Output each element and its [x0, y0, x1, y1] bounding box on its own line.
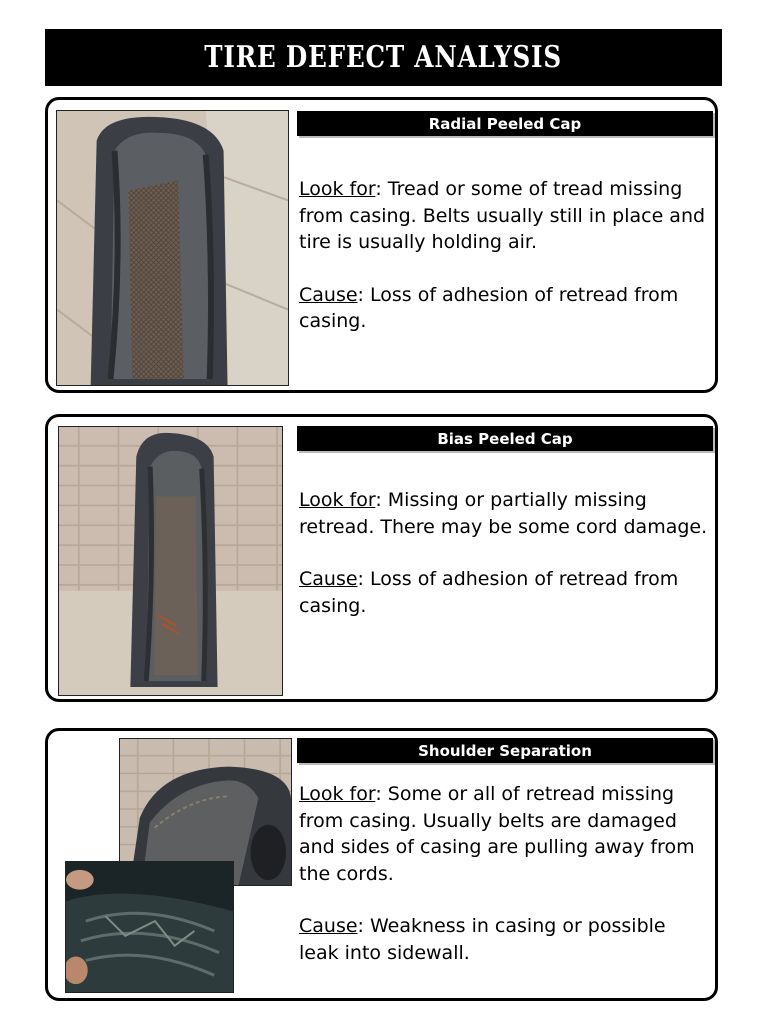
look-for-label: Look for — [299, 489, 376, 511]
look-for-text: : Tread or some of tread missing from casing. Belts usually still in place and tire is usually holding air. — [299, 178, 706, 253]
cause-label: Cause — [299, 283, 358, 306]
radial-peeled-cap-photo — [56, 110, 289, 386]
shoulder-separation-photo-closeup — [65, 861, 234, 993]
shoulder-separation-description — [299, 781, 709, 966]
cause-text: : Weakness in casing or possible leak into sidewall. — [299, 915, 666, 964]
defect-card-bias-peeled-cap — [45, 414, 718, 702]
look-for-paragraph — [299, 487, 709, 540]
shoulder-separation-heading: Shoulder Separation — [297, 738, 713, 763]
cause-label: Cause — [299, 568, 358, 590]
cause-text: : Loss of adhesion of retread from casing. — [299, 568, 679, 617]
look-for-text: : Missing or partially missing retread. There may be some cord damage. — [299, 489, 708, 538]
bias-peeled-cap-heading: Bias Peeled Cap — [297, 426, 713, 451]
cause-paragraph — [299, 282, 709, 335]
look-for-label: Look for — [299, 783, 376, 805]
cause-paragraph — [299, 913, 709, 966]
radial-peeled-cap-heading: Radial Peeled Cap — [297, 111, 713, 136]
look-for-paragraph — [299, 781, 709, 887]
cause-label: Cause — [299, 915, 358, 937]
defect-card-radial-peeled-cap — [45, 97, 718, 393]
look-for-label: Look for — [299, 178, 376, 200]
page-title-bar — [45, 29, 722, 86]
look-for-paragraph — [299, 176, 709, 256]
bias-peeled-cap-description — [299, 487, 709, 619]
look-for-text: : Some or all of retread missing from casing. Usually belts are damaged and sides of casing are pulling away from the cords. — [299, 783, 695, 885]
bias-peeled-cap-photo — [58, 426, 283, 696]
radial-peeled-cap-description — [299, 176, 709, 335]
cause-paragraph — [299, 566, 709, 619]
cause-text: : Loss of adhesion of retread from casing. — [299, 283, 679, 332]
defect-card-shoulder-separation — [45, 728, 718, 1001]
page-title: TIRE DEFECT ANALYSIS — [204, 40, 563, 75]
